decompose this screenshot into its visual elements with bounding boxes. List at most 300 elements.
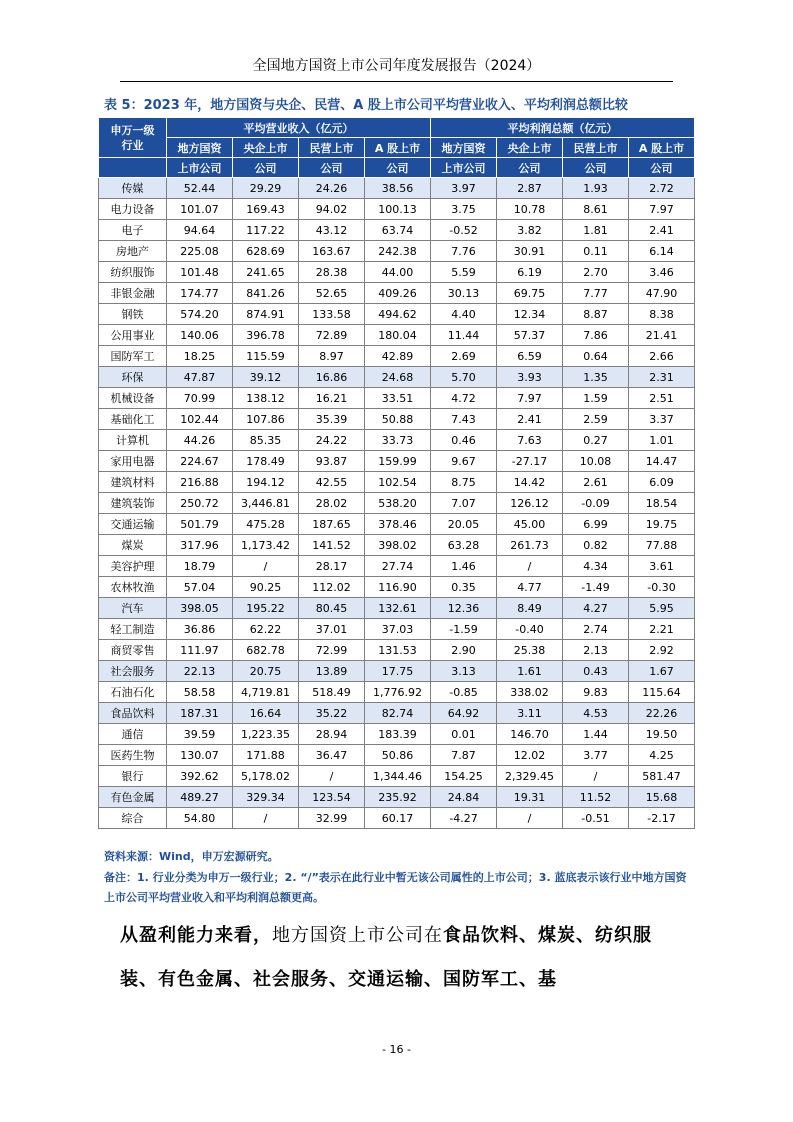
value-cell: 93.87 bbox=[299, 451, 365, 472]
industry-cell: 银行 bbox=[99, 766, 167, 787]
value-cell: 28.17 bbox=[299, 556, 365, 577]
value-cell: 4.25 bbox=[629, 745, 695, 766]
value-cell: 538.20 bbox=[365, 493, 431, 514]
value-cell: 0.64 bbox=[563, 346, 629, 367]
industry-cell: 医药生物 bbox=[99, 745, 167, 766]
industry-cell: 电力设备 bbox=[99, 199, 167, 220]
value-cell: 0.43 bbox=[563, 661, 629, 682]
value-cell: 0.35 bbox=[431, 577, 497, 598]
value-cell: 241.65 bbox=[233, 262, 299, 283]
value-cell: 0.11 bbox=[563, 241, 629, 262]
value-cell: 62.22 bbox=[233, 619, 299, 640]
industry-cell: 商贸零售 bbox=[99, 640, 167, 661]
value-cell: 64.92 bbox=[431, 703, 497, 724]
value-cell: 69.75 bbox=[497, 283, 563, 304]
value-cell: 20.75 bbox=[233, 661, 299, 682]
value-cell: -0.52 bbox=[431, 220, 497, 241]
value-cell: 24.84 bbox=[431, 787, 497, 808]
value-cell: 225.08 bbox=[167, 241, 233, 262]
industry-cell: 建筑装饰 bbox=[99, 493, 167, 514]
value-cell: 140.06 bbox=[167, 325, 233, 346]
value-cell: 1.01 bbox=[629, 430, 695, 451]
value-cell: 18.79 bbox=[167, 556, 233, 577]
value-cell: 2.70 bbox=[563, 262, 629, 283]
industry-cell: 公用事业 bbox=[99, 325, 167, 346]
value-cell: 8.38 bbox=[629, 304, 695, 325]
value-cell: 4,719.81 bbox=[233, 682, 299, 703]
source-note: 资料来源：Wind，申万宏源研究。 bbox=[104, 850, 279, 863]
sub-header-line1: 地方国资 bbox=[167, 138, 233, 158]
value-cell: 3.46 bbox=[629, 262, 695, 283]
industry-cell: 石油石化 bbox=[99, 682, 167, 703]
value-cell: 8.61 bbox=[563, 199, 629, 220]
value-cell: 1.67 bbox=[629, 661, 695, 682]
value-cell: 187.65 bbox=[299, 514, 365, 535]
value-cell: 102.54 bbox=[365, 472, 431, 493]
value-cell: / bbox=[497, 556, 563, 577]
value-cell: / bbox=[299, 766, 365, 787]
industry-cell: 基础化工 bbox=[99, 409, 167, 430]
value-cell: 44.00 bbox=[365, 262, 431, 283]
value-cell: 111.97 bbox=[167, 640, 233, 661]
value-cell: 1.46 bbox=[431, 556, 497, 577]
value-cell: 19.50 bbox=[629, 724, 695, 745]
value-cell: 409.26 bbox=[365, 283, 431, 304]
value-cell: 39.59 bbox=[167, 724, 233, 745]
value-cell: 1.81 bbox=[563, 220, 629, 241]
value-cell: 154.25 bbox=[431, 766, 497, 787]
value-cell: 159.99 bbox=[365, 451, 431, 472]
industry-cell: 综合 bbox=[99, 808, 167, 829]
industry-cell: 有色金属 bbox=[99, 787, 167, 808]
value-cell: 18.54 bbox=[629, 493, 695, 514]
value-cell: 7.43 bbox=[431, 409, 497, 430]
industry-cell: 国防军工 bbox=[99, 346, 167, 367]
value-cell: 3.77 bbox=[563, 745, 629, 766]
value-cell: 52.44 bbox=[167, 178, 233, 199]
value-cell: 4.40 bbox=[431, 304, 497, 325]
table-row bbox=[99, 367, 695, 388]
comparison-table bbox=[98, 117, 695, 829]
value-cell: 1.61 bbox=[497, 661, 563, 682]
value-cell: 90.25 bbox=[233, 577, 299, 598]
table-row bbox=[99, 304, 695, 325]
value-cell: -27.17 bbox=[497, 451, 563, 472]
value-cell: 317.96 bbox=[167, 535, 233, 556]
value-cell: 7.87 bbox=[431, 745, 497, 766]
value-cell: 32.99 bbox=[299, 808, 365, 829]
value-cell: -1.49 bbox=[563, 577, 629, 598]
table-row bbox=[99, 178, 695, 199]
table-row bbox=[99, 241, 695, 262]
value-cell: 2.92 bbox=[629, 640, 695, 661]
profit-group-header: 平均利润总额（亿元） bbox=[431, 118, 695, 138]
industry-cell: 煤炭 bbox=[99, 535, 167, 556]
value-cell: -1.59 bbox=[431, 619, 497, 640]
table-caption: 表 5：2023 年，地方国资与央企、民营、A 股上市公司平均营业收入、平均利润总额比较 bbox=[104, 98, 628, 113]
table-row bbox=[99, 724, 695, 745]
value-cell: 146.70 bbox=[497, 724, 563, 745]
value-cell: 2.90 bbox=[431, 640, 497, 661]
value-cell: 72.89 bbox=[299, 325, 365, 346]
value-cell: 30.91 bbox=[497, 241, 563, 262]
table-row bbox=[99, 220, 695, 241]
value-cell: 115.64 bbox=[629, 682, 695, 703]
value-cell: 2.69 bbox=[431, 346, 497, 367]
value-cell: 2.74 bbox=[563, 619, 629, 640]
value-cell: 3.75 bbox=[431, 199, 497, 220]
industry-cell: 环保 bbox=[99, 367, 167, 388]
industry-cell: 轻工制造 bbox=[99, 619, 167, 640]
value-cell: 7.77 bbox=[563, 283, 629, 304]
value-cell: 7.63 bbox=[497, 430, 563, 451]
value-cell: 1,173.42 bbox=[233, 535, 299, 556]
value-cell: -0.51 bbox=[563, 808, 629, 829]
value-cell: 8.97 bbox=[299, 346, 365, 367]
value-cell: 329.34 bbox=[233, 787, 299, 808]
value-cell: 1.44 bbox=[563, 724, 629, 745]
table-row bbox=[99, 640, 695, 661]
value-cell: 18.25 bbox=[167, 346, 233, 367]
value-cell: 5.95 bbox=[629, 598, 695, 619]
value-cell: 107.86 bbox=[233, 409, 299, 430]
value-cell: 9.83 bbox=[563, 682, 629, 703]
table-row bbox=[99, 493, 695, 514]
value-cell: 574.20 bbox=[167, 304, 233, 325]
value-cell: 392.62 bbox=[167, 766, 233, 787]
value-cell: 16.86 bbox=[299, 367, 365, 388]
value-cell: 42.55 bbox=[299, 472, 365, 493]
value-cell: 27.74 bbox=[365, 556, 431, 577]
value-cell: -0.40 bbox=[497, 619, 563, 640]
value-cell: 0.27 bbox=[563, 430, 629, 451]
page-number: - 16 - bbox=[382, 1043, 411, 1056]
sub-header-line2: 公司 bbox=[233, 158, 299, 178]
value-cell: 45.00 bbox=[497, 514, 563, 535]
value-cell: 7.97 bbox=[629, 199, 695, 220]
value-cell: 398.05 bbox=[167, 598, 233, 619]
value-cell: 3.61 bbox=[629, 556, 695, 577]
value-cell: 1.93 bbox=[563, 178, 629, 199]
value-cell: 396.78 bbox=[233, 325, 299, 346]
value-cell: 35.22 bbox=[299, 703, 365, 724]
value-cell: 82.74 bbox=[365, 703, 431, 724]
value-cell: 47.87 bbox=[167, 367, 233, 388]
table-row bbox=[99, 808, 695, 829]
value-cell: 24.26 bbox=[299, 178, 365, 199]
value-cell: 494.62 bbox=[365, 304, 431, 325]
industry-cell: 机械设备 bbox=[99, 388, 167, 409]
value-cell: 94.64 bbox=[167, 220, 233, 241]
value-cell: 242.38 bbox=[365, 241, 431, 262]
value-cell: 13.89 bbox=[299, 661, 365, 682]
value-cell: 131.53 bbox=[365, 640, 431, 661]
value-cell: 101.48 bbox=[167, 262, 233, 283]
value-cell: 5.70 bbox=[431, 367, 497, 388]
table-row bbox=[99, 766, 695, 787]
value-cell: 44.26 bbox=[167, 430, 233, 451]
value-cell: 6.59 bbox=[497, 346, 563, 367]
value-cell: 9.67 bbox=[431, 451, 497, 472]
value-cell: 39.12 bbox=[233, 367, 299, 388]
industry-cell: 建筑材料 bbox=[99, 472, 167, 493]
table-row bbox=[99, 346, 695, 367]
value-cell: 3.13 bbox=[431, 661, 497, 682]
value-cell: 6.14 bbox=[629, 241, 695, 262]
value-cell: -0.30 bbox=[629, 577, 695, 598]
value-cell: 101.07 bbox=[167, 199, 233, 220]
value-cell: 12.34 bbox=[497, 304, 563, 325]
value-cell: 1,223.35 bbox=[233, 724, 299, 745]
value-cell: / bbox=[563, 766, 629, 787]
value-cell: 28.02 bbox=[299, 493, 365, 514]
value-cell: 183.39 bbox=[365, 724, 431, 745]
value-cell: 2.66 bbox=[629, 346, 695, 367]
table-row bbox=[99, 388, 695, 409]
value-cell: 141.52 bbox=[299, 535, 365, 556]
value-cell: 42.89 bbox=[365, 346, 431, 367]
value-cell: 4.34 bbox=[563, 556, 629, 577]
value-cell: 5,178.02 bbox=[233, 766, 299, 787]
industry-cell: 通信 bbox=[99, 724, 167, 745]
sub-header-line1: 央企上市 bbox=[497, 138, 563, 158]
value-cell: 682.78 bbox=[233, 640, 299, 661]
value-cell: 4.27 bbox=[563, 598, 629, 619]
value-cell: 63.74 bbox=[365, 220, 431, 241]
value-cell: 7.76 bbox=[431, 241, 497, 262]
value-cell: / bbox=[233, 556, 299, 577]
value-cell: 1.35 bbox=[563, 367, 629, 388]
value-cell: 8.87 bbox=[563, 304, 629, 325]
value-cell: 36.47 bbox=[299, 745, 365, 766]
industry-cell: 农林牧渔 bbox=[99, 577, 167, 598]
industry-cell: 钢铁 bbox=[99, 304, 167, 325]
value-cell: 169.43 bbox=[233, 199, 299, 220]
value-cell: 378.46 bbox=[365, 514, 431, 535]
body-text-1: 地方国资上市公司在 bbox=[272, 925, 443, 946]
value-cell: 5.59 bbox=[431, 262, 497, 283]
body-paragraph bbox=[120, 914, 680, 1002]
value-cell: 2.21 bbox=[629, 619, 695, 640]
value-cell: 33.73 bbox=[365, 430, 431, 451]
value-cell: 195.22 bbox=[233, 598, 299, 619]
value-cell: 180.04 bbox=[365, 325, 431, 346]
value-cell: 16.64 bbox=[233, 703, 299, 724]
value-cell: 12.02 bbox=[497, 745, 563, 766]
value-cell: 57.37 bbox=[497, 325, 563, 346]
industry-cell: 交通运输 bbox=[99, 514, 167, 535]
table-row bbox=[99, 598, 695, 619]
industry-cell: 社会服务 bbox=[99, 661, 167, 682]
value-cell: 10.08 bbox=[563, 451, 629, 472]
value-cell: 628.69 bbox=[233, 241, 299, 262]
value-cell: 115.59 bbox=[233, 346, 299, 367]
value-cell: 4.72 bbox=[431, 388, 497, 409]
sub-header-line1: 民营上市 bbox=[299, 138, 365, 158]
value-cell: 50.88 bbox=[365, 409, 431, 430]
value-cell: -2.17 bbox=[629, 808, 695, 829]
value-cell: 2.72 bbox=[629, 178, 695, 199]
table-row bbox=[99, 535, 695, 556]
value-cell: 8.75 bbox=[431, 472, 497, 493]
value-cell: 11.52 bbox=[563, 787, 629, 808]
value-cell: 3.82 bbox=[497, 220, 563, 241]
value-cell: 2.31 bbox=[629, 367, 695, 388]
value-cell: 0.46 bbox=[431, 430, 497, 451]
value-cell: 4.53 bbox=[563, 703, 629, 724]
value-cell: 116.90 bbox=[365, 577, 431, 598]
value-cell: 47.90 bbox=[629, 283, 695, 304]
value-cell: 63.28 bbox=[431, 535, 497, 556]
value-cell: 35.39 bbox=[299, 409, 365, 430]
value-cell: 501.79 bbox=[167, 514, 233, 535]
value-cell: 37.01 bbox=[299, 619, 365, 640]
value-cell: 28.94 bbox=[299, 724, 365, 745]
value-cell: 8.49 bbox=[497, 598, 563, 619]
industry-cell: 计算机 bbox=[99, 430, 167, 451]
value-cell: 3.11 bbox=[497, 703, 563, 724]
industry-cell: 家用电器 bbox=[99, 451, 167, 472]
body-lead: 从盈利能力来看， bbox=[120, 925, 272, 946]
value-cell: 2.51 bbox=[629, 388, 695, 409]
value-cell: 20.05 bbox=[431, 514, 497, 535]
table-row bbox=[99, 472, 695, 493]
table-row bbox=[99, 745, 695, 766]
table-row bbox=[99, 661, 695, 682]
value-cell: / bbox=[497, 808, 563, 829]
sub-header-line2: 上市公司 bbox=[167, 158, 233, 178]
table-row bbox=[99, 514, 695, 535]
value-cell: 138.12 bbox=[233, 388, 299, 409]
value-cell: 94.02 bbox=[299, 199, 365, 220]
sub-header-line1: A 股上市 bbox=[629, 138, 695, 158]
value-cell: 77.88 bbox=[629, 535, 695, 556]
value-cell: 2.41 bbox=[497, 409, 563, 430]
value-cell: 250.72 bbox=[167, 493, 233, 514]
table-row bbox=[99, 283, 695, 304]
value-cell: 24.68 bbox=[365, 367, 431, 388]
sub-header-line2: 公司 bbox=[563, 158, 629, 178]
value-cell: / bbox=[233, 808, 299, 829]
value-cell: 178.49 bbox=[233, 451, 299, 472]
sub-header-line1: 地方国资 bbox=[431, 138, 497, 158]
value-cell: 37.03 bbox=[365, 619, 431, 640]
value-cell: 100.13 bbox=[365, 199, 431, 220]
table-row bbox=[99, 682, 695, 703]
value-cell: 841.26 bbox=[233, 283, 299, 304]
value-cell: 21.41 bbox=[629, 325, 695, 346]
sub-header-line2: 上市公司 bbox=[431, 158, 497, 178]
industry-cell: 汽车 bbox=[99, 598, 167, 619]
value-cell: 85.35 bbox=[233, 430, 299, 451]
value-cell: 117.22 bbox=[233, 220, 299, 241]
value-cell: 7.07 bbox=[431, 493, 497, 514]
value-cell: 1,344.46 bbox=[365, 766, 431, 787]
value-cell: -4.27 bbox=[431, 808, 497, 829]
value-cell: 43.12 bbox=[299, 220, 365, 241]
value-cell: 19.75 bbox=[629, 514, 695, 535]
body-bold-1: 食品饮料、煤炭、纺织服装、有色金属、社会服务、交通运输、国防军工、基 bbox=[120, 925, 652, 990]
value-cell: 14.42 bbox=[497, 472, 563, 493]
value-cell: 174.77 bbox=[167, 283, 233, 304]
value-cell: 130.07 bbox=[167, 745, 233, 766]
value-cell: 22.13 bbox=[167, 661, 233, 682]
value-cell: 4.77 bbox=[497, 577, 563, 598]
table-row bbox=[99, 619, 695, 640]
value-cell: 30.13 bbox=[431, 283, 497, 304]
value-cell: 475.28 bbox=[233, 514, 299, 535]
value-cell: 6.09 bbox=[629, 472, 695, 493]
value-cell: 2.41 bbox=[629, 220, 695, 241]
value-cell: 60.17 bbox=[365, 808, 431, 829]
value-cell: 16.21 bbox=[299, 388, 365, 409]
value-cell: 0.82 bbox=[563, 535, 629, 556]
value-cell: 338.02 bbox=[497, 682, 563, 703]
value-cell: 171.88 bbox=[233, 745, 299, 766]
page-header: 全国地方国资上市公司年度发展报告（2024） bbox=[120, 55, 673, 82]
value-cell: 261.73 bbox=[497, 535, 563, 556]
value-cell: 3.97 bbox=[431, 178, 497, 199]
value-cell: 58.58 bbox=[167, 682, 233, 703]
remark-note: 备注：1. 行业分类为申万一级行业；2. “/”表示在此行业中暂无该公司属性的上市公司；3. 蓝底表示该行业中地方国资上市公司平均营业收入和平均利润总额更高。 bbox=[104, 871, 687, 904]
table-body bbox=[99, 178, 695, 829]
value-cell: 28.38 bbox=[299, 262, 365, 283]
value-cell: -0.85 bbox=[431, 682, 497, 703]
value-cell: 102.44 bbox=[167, 409, 233, 430]
industry-cell: 非银金融 bbox=[99, 283, 167, 304]
value-cell: 2.59 bbox=[563, 409, 629, 430]
industry-cell: 纺织服饰 bbox=[99, 262, 167, 283]
value-cell: 7.86 bbox=[563, 325, 629, 346]
table-row bbox=[99, 451, 695, 472]
table-row bbox=[99, 703, 695, 724]
table-row bbox=[99, 577, 695, 598]
value-cell: 518.49 bbox=[299, 682, 365, 703]
value-cell: 126.12 bbox=[497, 493, 563, 514]
value-cell: 70.99 bbox=[167, 388, 233, 409]
value-cell: 24.22 bbox=[299, 430, 365, 451]
table-row bbox=[99, 262, 695, 283]
value-cell: 133.58 bbox=[299, 304, 365, 325]
value-cell: 2.13 bbox=[563, 640, 629, 661]
value-cell: 6.19 bbox=[497, 262, 563, 283]
value-cell: 54.80 bbox=[167, 808, 233, 829]
value-cell: 11.44 bbox=[431, 325, 497, 346]
value-cell: 57.04 bbox=[167, 577, 233, 598]
table-row bbox=[99, 325, 695, 346]
value-cell: 1,776.92 bbox=[365, 682, 431, 703]
value-cell: 33.51 bbox=[365, 388, 431, 409]
value-cell: 6.99 bbox=[563, 514, 629, 535]
value-cell: 14.47 bbox=[629, 451, 695, 472]
sub-header-line2: 公司 bbox=[629, 158, 695, 178]
value-cell: 38.56 bbox=[365, 178, 431, 199]
value-cell: 22.26 bbox=[629, 703, 695, 724]
value-cell: 1.59 bbox=[563, 388, 629, 409]
sub-header-line1: 央企上市 bbox=[233, 138, 299, 158]
table-row bbox=[99, 409, 695, 430]
value-cell: 72.99 bbox=[299, 640, 365, 661]
sub-header-line2: 公司 bbox=[365, 158, 431, 178]
sub-header-line2: 公司 bbox=[299, 158, 365, 178]
industry-cell: 食品饮料 bbox=[99, 703, 167, 724]
industry-cell: 电子 bbox=[99, 220, 167, 241]
value-cell: 224.67 bbox=[167, 451, 233, 472]
value-cell: 29.29 bbox=[233, 178, 299, 199]
value-cell: 132.61 bbox=[365, 598, 431, 619]
value-cell: 2,329.45 bbox=[497, 766, 563, 787]
value-cell: 2.87 bbox=[497, 178, 563, 199]
